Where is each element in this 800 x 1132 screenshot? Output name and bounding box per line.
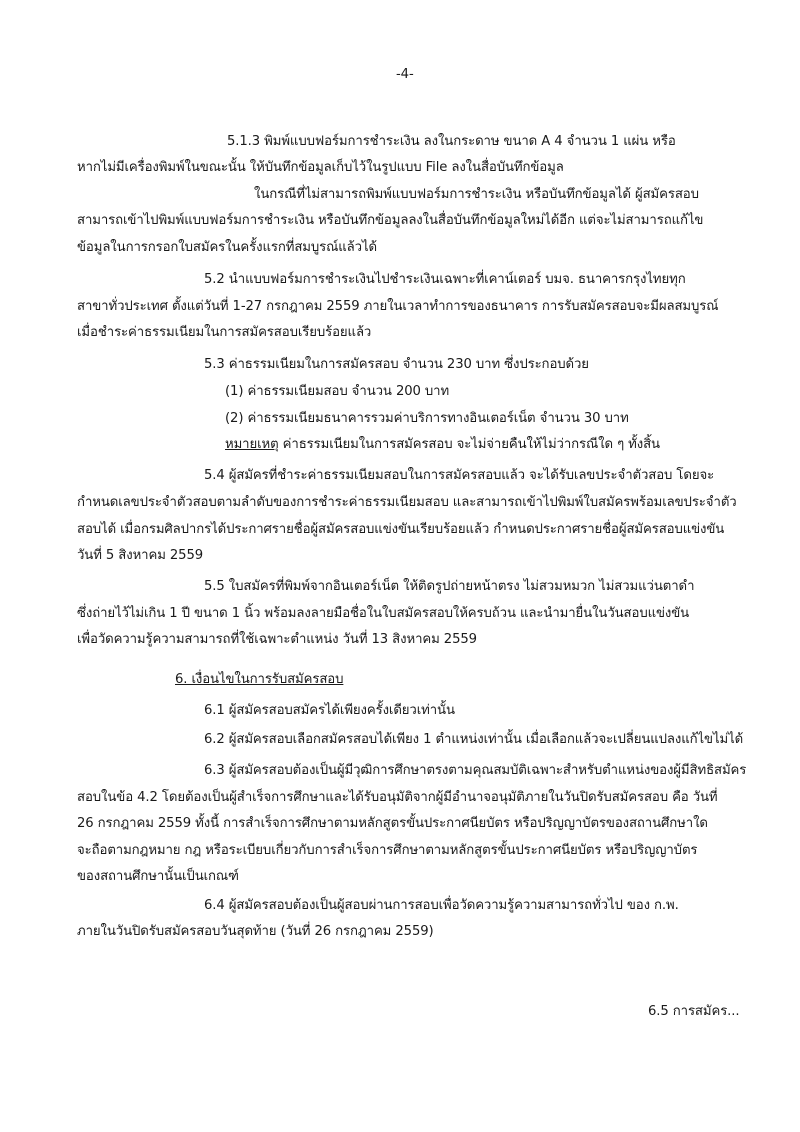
fee-item-2: (2) ค่าธรรมเนียมธนาคารรวมค่าบริการทางอินเตอร์เน็ต จำนวน 30 บาท: [225, 411, 629, 426]
para-5-3: 5.3 ค่าธรรมเนียมในการสมัครสอบ จำนวน 230 บาท ซึ่งประกอบด้วย: [204, 357, 589, 372]
para-line: ข้อมูลในการกรอกใบสมัครในครั้งแรกที่สมบูรณ์แล้วได้: [77, 240, 377, 255]
para-6-2: 6.2 ผู้สมัครสอบเลือกสมัครสอบได้เพียง 1 ตำแหน่งเท่านั้น เมื่อเลือกแล้วจะเปลี่ยนแปลงแก้ไขไม่ได้: [204, 732, 744, 747]
para-line: 26 กรกฎาคม 2559 ทั้งนี้ การสำเร็จการศึกษาตามหลักสูตรขั้นประกาศนียบัตร หรือปริญญาบัตรของสถานศึกษาใด: [77, 816, 708, 831]
para-6-4: 6.4 ผู้สมัครสอบต้องเป็นผู้สอบผ่านการสอบเพื่อวัดความรู้ความสามารถทั่วไป ของ ก.พ.: [204, 898, 679, 913]
para-line: สามารถเข้าไปพิมพ์แบบฟอร์มการชำระเงิน หรือบันทึกข้อมูลลงในสื่อบันทึกข้อมูลใหม่ได้อีก แต่จะไม่สามารถแก้ไข: [77, 213, 704, 228]
page-number: -4-: [396, 67, 414, 82]
para-6-3: 6.3 ผู้สมัครสอบต้องเป็นผู้มีวุฒิการศึกษาตรงตามคุณสมบัติเฉพาะสำหรับตำแหน่งของผู้มีสิทธิสมัคร: [204, 763, 747, 778]
note-line: [225, 436, 660, 454]
note-text: ค่าธรรมเนียมในการสมัครสอบ จะไม่จ่ายคืนให้ไม่ว่ากรณีใด ๆ ทั้งสิ้น: [278, 437, 660, 452]
para-5-4: 5.4 ผู้สมัครที่ชำระค่าธรรมเนียมสอบในการสมัครสอบแล้ว จะได้รับเลขประจำตัวสอบ โดยจะ: [204, 468, 715, 483]
para-line: สอบในข้อ 4.2 โดยต้องเป็นผู้สำเร็จการศึกษาและได้รับอนุมัติจากผู้มีอำนาจอนุมัติภายในวันปิดรับสมัครสอบ คือ วันที่: [77, 790, 718, 805]
para-line: สอบได้ เมื่อกรมศิลปากรได้ประกาศรายชื่อผู้สมัครสอบแข่งขันเรียบร้อยแล้ว กำหนดประกาศรายชื่อผู้สมัครสอบแข่งขัน: [77, 522, 725, 537]
para-6-1: 6.1 ผู้สมัครสอบสมัครได้เพียงครั้งเดียวเท่านั้น: [204, 703, 455, 718]
para-line: จะถือตามกฎหมาย กฎ หรือระเบียบเกี่ยวกับการสำเร็จการศึกษาตามหลักสูตรขั้นประกาศนียบัตร หรือปริญญาบัตร: [77, 843, 698, 858]
continuation-note: 6.5 การสมัคร...: [648, 1004, 740, 1019]
para-line: ในกรณีที่ไม่สามารถพิมพ์แบบฟอร์มการชำระเงิน หรือบันทึกข้อมูลได้ ผู้สมัครสอบ: [254, 187, 699, 202]
para-line: สาขาทั่วประเทศ ตั้งแต่วันที่ 1-27 กรกฎาคม 2559 ภายในเวลาทำการของธนาคาร การรับสมัครสอบจะมีผลสมบูรณ์: [77, 299, 719, 314]
note-label: หมายเหตุ: [225, 437, 279, 452]
para-line: ของสถานศึกษานั้นเป็นเกณฑ์: [77, 869, 239, 884]
section-6-heading: 6. เงื่อนไขในการรับสมัครสอบ: [175, 672, 344, 687]
para-line: หากไม่มีเครื่องพิมพ์ในขณะนั้น ให้บันทึกข้อมูลเก็บไว้ในรูปแบบ File ลงในสื่อบันทึกข้อมูล: [77, 160, 564, 175]
para-line: เมื่อชำระค่าธรรมเนียมในการสมัครสอบเรียบร้อยแล้ว: [77, 325, 372, 340]
para-line: ภายในวันปิดรับสมัครสอบวันสุดท้าย (วันที่ 26 กรกฎาคม 2559): [77, 924, 434, 939]
para-line: ซึ่งถ่ายไว้ไม่เกิน 1 ปี ขนาด 1 นิ้ว พร้อมลงลายมือชื่อในใบสมัครสอบให้ครบถ้วน และนำมายื่นในวันสอบแข่งขัน: [77, 606, 690, 621]
para-5-5: 5.5 ใบสมัครที่พิมพ์จากอินเตอร์เน็ต ให้ติดรูปถ่ายหน้าตรง ไม่สวมหมวก ไม่สวมแว่นตาดำ: [204, 579, 695, 594]
para-5-1-3: 5.1.3 พิมพ์แบบฟอร์มการชำระเงิน ลงในกระดาษ ขนาด A 4 จำนวน 1 แผ่น หรือ: [227, 134, 676, 149]
para-5-2: 5.2 นำแบบฟอร์มการชำระเงินไปชำระเงินเฉพาะที่เคาน์เตอร์ บมจ. ธนาคารกรุงไทยทุก: [204, 272, 686, 287]
para-line: เพื่อวัดความรู้ความสามารถที่ใช้เฉพาะตำแหน่ง วันที่ 13 สิงหาคม 2559: [77, 632, 477, 647]
para-line: วันที่ 5 สิงหาคม 2559: [77, 548, 204, 563]
fee-item-1: (1) ค่าธรรมเนียมสอบ จำนวน 200 บาท: [225, 384, 450, 399]
para-line: กำหนดเลขประจำตัวสอบตามลำดับของการชำระค่าธรรมเนียมสอบ และสามารถเข้าไปพิมพ์ใบสมัครพร้อมเลขประจำตัว: [77, 495, 737, 510]
